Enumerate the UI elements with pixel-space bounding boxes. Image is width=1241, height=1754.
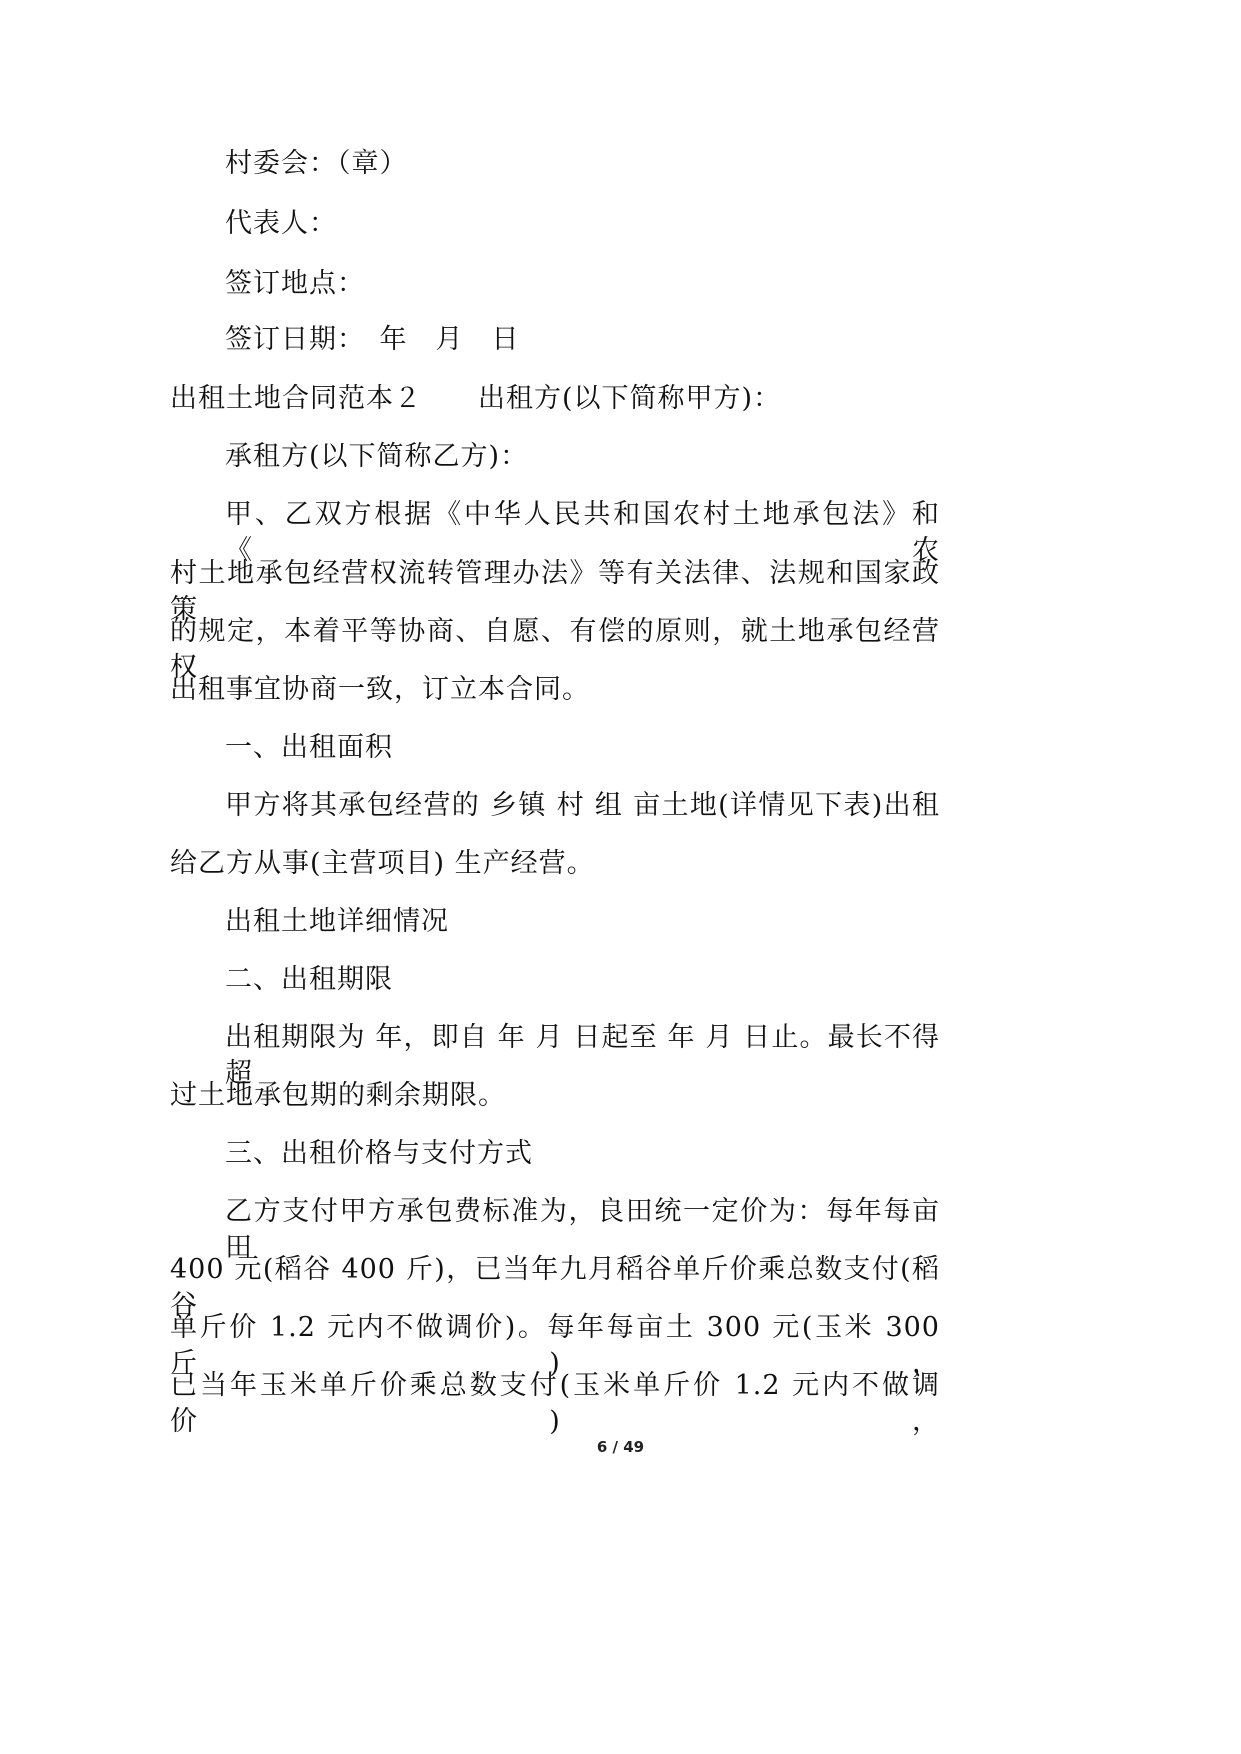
price-paragraph-line: 400 元(稻谷 400 斤)，已当年九月稻谷单斤价乘总数支付(稻谷 [170,1254,940,1321]
preamble-line: 的规定，本着平等协商、自愿、有偿的原则，就土地承包经营权 [170,616,940,683]
representative-line: 代表人： [225,208,337,239]
area-paragraph-line: 给乙方从事(主营项目) 生产经营。 [170,848,595,879]
lessee-line: 承租方(以下简称乙方)： [225,441,529,472]
section-heading-area: 一、出租面积 [225,732,393,763]
price-paragraph-line: 乙方支付甲方承包费标准为，良田统一定价为：每年每亩田 [225,1196,940,1263]
area-paragraph-line: 甲方将其承包经营的 乡镇 村 组 亩土地(详情见下表)出租 [225,790,940,821]
signing-place-line: 签订地点： [225,268,365,299]
preamble-line: 村土地承包经营权流转管理办法》等有关法律、法规和国家政策 [170,558,940,625]
page-number: 6 / 49 [596,1438,645,1456]
village-committee-seal-line: 村委会：（章） [225,148,408,179]
term-paragraph-line: 出租期限为 年，即自 年 月 日起至 年 月 日止。最长不得超 [225,1022,940,1089]
land-details-subheading: 出租土地详细情况 [225,906,449,937]
term-paragraph-line: 过土地承包期的剩余期限。 [170,1080,506,1111]
price-paragraph-line: 单斤价 1.2 元内不做调价)。每年每亩土 300 元(玉米 300 斤)， [170,1312,940,1379]
preamble-line: 甲、乙双方根据《中华人民共和国农村土地承包法》和《农 [225,499,940,566]
price-paragraph-line: 已当年玉米单斤价乘总数支付(玉米单斤价 1.2 元内不做调价)， [170,1370,940,1437]
section-heading-term: 二、出租期限 [225,964,393,995]
section-heading-price: 三、出租价格与支付方式 [225,1138,533,1169]
preamble-line: 出租事宜协商一致，订立本合同。 [170,674,590,705]
signing-date-line: 签订日期： 年 月 日 [225,324,520,355]
contract-title-and-lessor: 出租土地合同范本２ 出租方(以下简称甲方)： [170,383,782,414]
